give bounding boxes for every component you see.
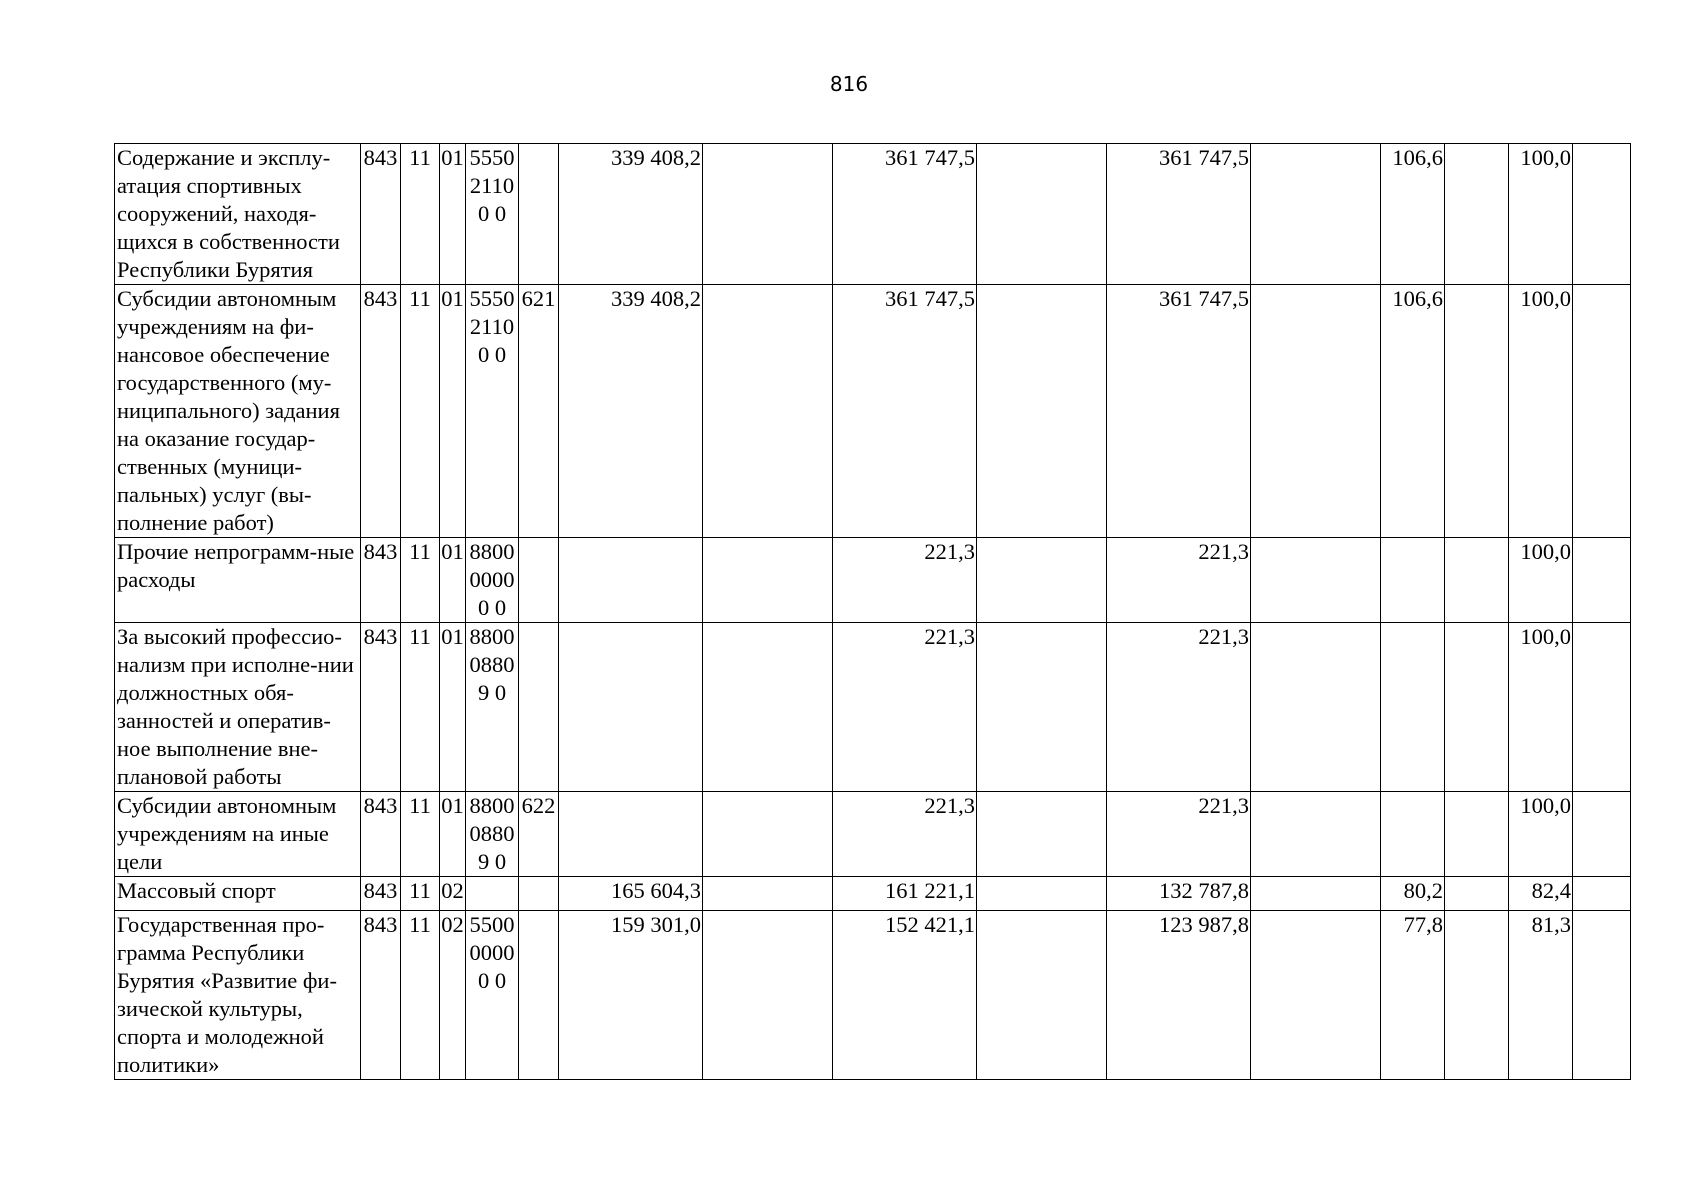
- percent-of-approved: 100,0: [1509, 623, 1573, 792]
- empty-cell: [1251, 285, 1381, 538]
- percent-of-plan: 77,8: [1381, 911, 1445, 1080]
- executed-amount: 221,3: [1107, 792, 1251, 877]
- target-article-code: 880008809 0: [466, 623, 519, 792]
- section-code: 11: [401, 911, 440, 1080]
- target-article-code: 880008809 0: [466, 792, 519, 877]
- section-code: 11: [401, 538, 440, 623]
- empty-cell: [1445, 911, 1509, 1080]
- expense-type-code: 621: [519, 285, 559, 538]
- empty-cell: [1573, 911, 1631, 1080]
- empty-cell: [977, 144, 1107, 285]
- percent-of-approved: 81,3: [1509, 911, 1573, 1080]
- subsection-code: 01: [440, 144, 466, 285]
- grbs-code: 843: [361, 538, 401, 623]
- empty-cell: [1251, 144, 1381, 285]
- subsection-code: 01: [440, 623, 466, 792]
- empty-cell: [977, 792, 1107, 877]
- row-name: Государственная про-грамма Республики Бурятия «Развитие фи-зической культуры, спорта и молодежной политики»: [115, 911, 361, 1080]
- table-row: [115, 792, 1631, 877]
- subsection-code: 01: [440, 792, 466, 877]
- section-code: 11: [401, 877, 440, 911]
- empty-cell: [1445, 144, 1509, 285]
- target-article-code: 555021100 0: [466, 285, 519, 538]
- expense-type-code: [519, 877, 559, 911]
- executed-amount: 221,3: [1107, 623, 1251, 792]
- row-name: Субсидии автономным учреждениям на иные цели: [115, 792, 361, 877]
- page-number: 816: [829, 72, 869, 96]
- expense-type-code: 622: [519, 792, 559, 877]
- expense-type-code: [519, 538, 559, 623]
- row-name: Субсидии автономным учреждениям на фи-нансовое обеспечение государственного (му-ниципального) задания на оказание государ-ственных (муници-пальных) услуг (вы-полнение работ): [115, 285, 361, 538]
- plan-amount: 339 408,2: [559, 285, 703, 538]
- empty-cell: [1573, 144, 1631, 285]
- row-name: Прочие непрограмм-ные расходы: [115, 538, 361, 623]
- approved-amount: 161 221,1: [833, 877, 977, 911]
- budget-table: [114, 143, 1631, 1080]
- empty-cell: [1573, 792, 1631, 877]
- target-article-code: [466, 877, 519, 911]
- approved-amount: 361 747,5: [833, 285, 977, 538]
- subsection-code: 01: [440, 538, 466, 623]
- row-name: Содержание и эксплу-атация спортивных сооружений, находя-щихся в собственности Республики Бурятия: [115, 144, 361, 285]
- grbs-code: 843: [361, 144, 401, 285]
- empty-cell: [1251, 911, 1381, 1080]
- empty-cell: [703, 911, 833, 1080]
- empty-cell: [703, 285, 833, 538]
- expense-type-code: [519, 623, 559, 792]
- empty-cell: [1445, 538, 1509, 623]
- table-row: [115, 911, 1631, 1080]
- empty-cell: [977, 285, 1107, 538]
- grbs-code: 843: [361, 877, 401, 911]
- empty-cell: [1251, 877, 1381, 911]
- executed-amount: 361 747,5: [1107, 285, 1251, 538]
- subsection-code: 01: [440, 285, 466, 538]
- empty-cell: [977, 538, 1107, 623]
- percent-of-plan: 80,2: [1381, 877, 1445, 911]
- section-code: 11: [401, 792, 440, 877]
- percent-of-plan: [1381, 538, 1445, 623]
- empty-cell: [1251, 792, 1381, 877]
- grbs-code: 843: [361, 911, 401, 1080]
- expense-type-code: [519, 911, 559, 1080]
- table-row: [115, 538, 1631, 623]
- percent-of-approved: 100,0: [1509, 285, 1573, 538]
- section-code: 11: [401, 623, 440, 792]
- empty-cell: [977, 877, 1107, 911]
- empty-cell: [1445, 792, 1509, 877]
- table-row: [115, 623, 1631, 792]
- target-article-code: 550000000 0: [466, 911, 519, 1080]
- empty-cell: [977, 623, 1107, 792]
- plan-amount: 339 408,2: [559, 144, 703, 285]
- section-code: 11: [401, 285, 440, 538]
- table-row: [115, 877, 1631, 911]
- executed-amount: 132 787,8: [1107, 877, 1251, 911]
- approved-amount: 221,3: [833, 623, 977, 792]
- percent-of-approved: 100,0: [1509, 144, 1573, 285]
- empty-cell: [1573, 538, 1631, 623]
- table-row: [115, 144, 1631, 285]
- empty-cell: [703, 538, 833, 623]
- empty-cell: [1573, 285, 1631, 538]
- empty-cell: [1573, 877, 1631, 911]
- empty-cell: [703, 623, 833, 792]
- empty-cell: [703, 877, 833, 911]
- grbs-code: 843: [361, 792, 401, 877]
- approved-amount: 221,3: [833, 792, 977, 877]
- percent-of-approved: 100,0: [1509, 792, 1573, 877]
- empty-cell: [703, 144, 833, 285]
- grbs-code: 843: [361, 623, 401, 792]
- executed-amount: 361 747,5: [1107, 144, 1251, 285]
- plan-amount: 165 604,3: [559, 877, 703, 911]
- section-code: 11: [401, 144, 440, 285]
- empty-cell: [977, 911, 1107, 1080]
- subsection-code: 02: [440, 877, 466, 911]
- plan-amount: [559, 792, 703, 877]
- table-row: [115, 285, 1631, 538]
- target-article-code: 555021100 0: [466, 144, 519, 285]
- empty-cell: [703, 792, 833, 877]
- percent-of-plan: 106,6: [1381, 144, 1445, 285]
- subsection-code: 02: [440, 911, 466, 1080]
- expense-type-code: [519, 144, 559, 285]
- approved-amount: 152 421,1: [833, 911, 977, 1080]
- target-article-code: 880000000 0: [466, 538, 519, 623]
- plan-amount: [559, 538, 703, 623]
- approved-amount: 221,3: [833, 538, 977, 623]
- empty-cell: [1573, 623, 1631, 792]
- percent-of-approved: 100,0: [1509, 538, 1573, 623]
- empty-cell: [1445, 623, 1509, 792]
- percent-of-plan: [1381, 623, 1445, 792]
- executed-amount: 221,3: [1107, 538, 1251, 623]
- plan-amount: [559, 623, 703, 792]
- percent-of-plan: [1381, 792, 1445, 877]
- approved-amount: 361 747,5: [833, 144, 977, 285]
- empty-cell: [1251, 623, 1381, 792]
- executed-amount: 123 987,8: [1107, 911, 1251, 1080]
- empty-cell: [1251, 538, 1381, 623]
- plan-amount: 159 301,0: [559, 911, 703, 1080]
- grbs-code: 843: [361, 285, 401, 538]
- percent-of-approved: 82,4: [1509, 877, 1573, 911]
- row-name: За высокий профессио-нализм при исполне-нии должностных обя-занностей и оператив-ное выполнение вне-плановой работы: [115, 623, 361, 792]
- empty-cell: [1445, 877, 1509, 911]
- percent-of-plan: 106,6: [1381, 285, 1445, 538]
- row-name: Массовый спорт: [115, 877, 361, 911]
- empty-cell: [1445, 285, 1509, 538]
